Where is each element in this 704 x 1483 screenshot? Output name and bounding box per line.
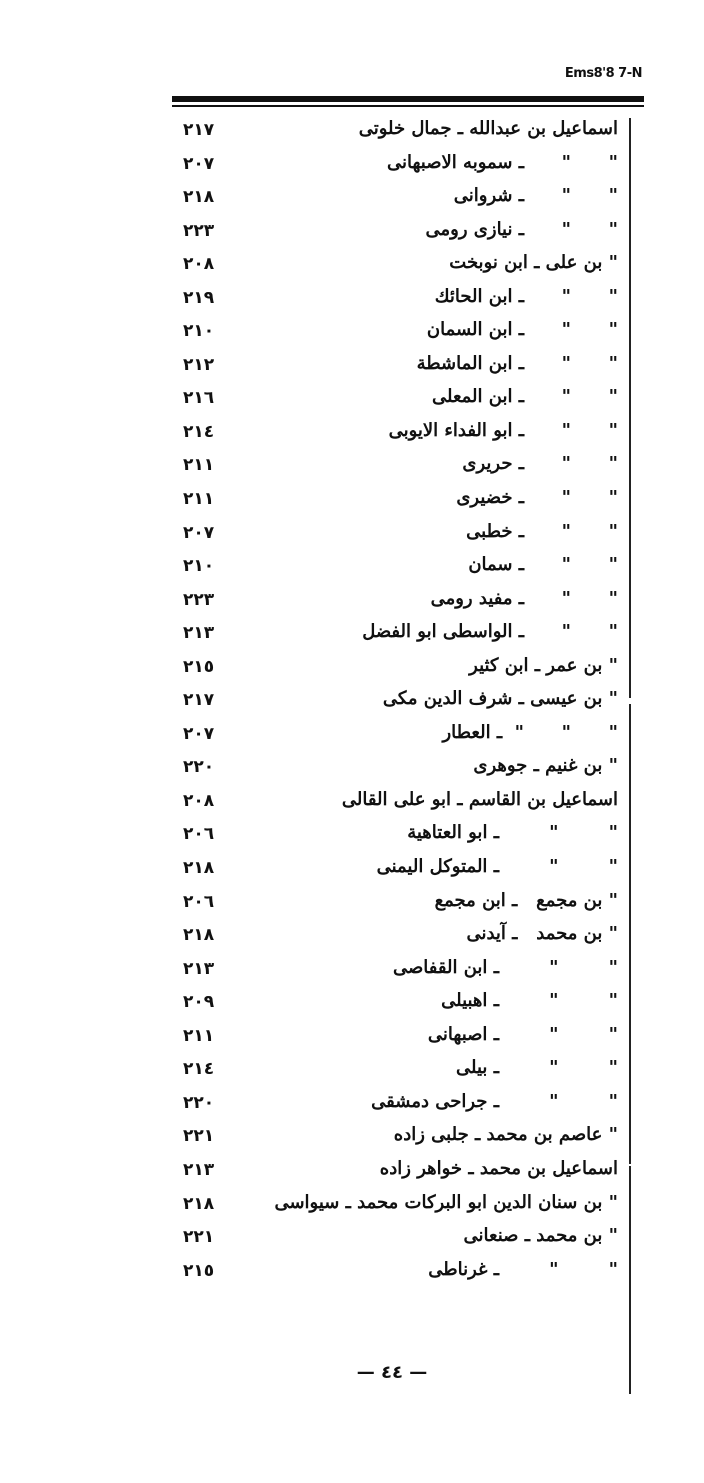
entry-name: " بن محمد ـ آيدنى — [466, 923, 618, 945]
entry-page-number: ٢٢٠ — [183, 1092, 215, 1113]
index-entry — [0, 1156, 704, 1190]
index-entry — [0, 418, 704, 452]
entry-name: " " ـ اصبهانى — [427, 1023, 618, 1045]
index-entry — [0, 653, 704, 687]
entry-page-number: ٢٢٠ — [183, 757, 215, 778]
index-entry — [0, 317, 704, 351]
index-entry — [0, 351, 704, 385]
entry-page-number: ٢١٨ — [183, 858, 215, 879]
entry-name: اسماعيل بن محمد ـ خواهر زاده — [379, 1157, 618, 1179]
entry-page-number: ٢١١ — [183, 455, 215, 476]
entry-name: " " ـ المتوكل اليمنى — [376, 856, 618, 878]
entry-name: " " ـ ابن المعلى — [431, 386, 618, 408]
page-number: — ٤٤ — — [356, 1362, 428, 1383]
index-entry — [0, 1089, 704, 1123]
header-rule-thin — [172, 105, 644, 107]
entry-name: " " ـ غرناطى — [428, 1258, 618, 1280]
entry-name: " " ـ ابن السمان — [426, 319, 618, 341]
entry-name: " " ـ شروانى — [453, 185, 618, 207]
index-entry — [0, 955, 704, 989]
index-entry — [0, 116, 704, 150]
index-entry — [0, 1190, 704, 1224]
entry-name: " " ـ ابن الماشطة — [416, 352, 618, 374]
index-entry — [0, 451, 704, 485]
entry-page-number: ٢٠٨ — [183, 790, 215, 811]
header-rule-thick — [172, 96, 644, 102]
entry-name: " عاصم بن محمد ـ جلبى زاده — [393, 1124, 618, 1146]
entry-page-number: ٢٠٧ — [183, 723, 215, 744]
index-entry — [0, 854, 704, 888]
entry-name: " " ـ الواسطى ابو الفضل — [362, 621, 618, 643]
entry-name: " " ـ خضيرى — [456, 487, 618, 509]
index-entry — [0, 250, 704, 284]
index-entry — [0, 519, 704, 553]
entry-name: " " ـ جراحى دمشقى — [371, 1090, 618, 1112]
entry-name: " " ـ اهبيلى — [441, 990, 618, 1012]
entry-page-number: ٢٠٧ — [183, 522, 215, 543]
entry-name: " بن عيسى ـ شرف الدين مكى — [382, 688, 618, 710]
entry-name: " " ـ ابو الفداء الايوبى — [388, 419, 618, 441]
index-entry — [0, 384, 704, 418]
index-entry — [0, 888, 704, 922]
index-entry — [0, 753, 704, 787]
entry-name: " بن عمر ـ ابن كثير — [469, 654, 618, 676]
entry-name: " " ـ نيازى رومى — [425, 218, 618, 240]
entry-page-number: ٢١٥ — [183, 1260, 215, 1281]
entry-page-number: ٢١١ — [183, 489, 215, 510]
entry-name: " بن على ـ ابن نوبخت — [449, 252, 618, 274]
entry-page-number: ٢٢١ — [183, 1227, 215, 1248]
entry-page-number: ٢٠٦ — [183, 891, 215, 912]
entry-page-number: ٢١٣ — [183, 1159, 215, 1180]
index-list — [0, 116, 704, 1290]
index-entry — [0, 988, 704, 1022]
index-entry — [0, 787, 704, 821]
index-entry — [0, 1257, 704, 1291]
entry-name: " " " ـ العطار — [442, 721, 618, 743]
index-entry — [0, 820, 704, 854]
entry-page-number: ٢٠٩ — [183, 992, 215, 1013]
index-entry — [0, 1122, 704, 1156]
entry-name: اسماعيل بن عبدالله ـ جمال خلوتى — [358, 118, 618, 139]
entry-page-number: ٢١٧ — [183, 690, 215, 711]
index-entry — [0, 921, 704, 955]
index-entry — [0, 150, 704, 184]
index-entry — [0, 552, 704, 586]
entry-name: " بن سنان الدين ابو البركات محمد ـ سيواسى — [274, 1191, 618, 1213]
entry-name: " " ـ ابن الحائك — [434, 285, 618, 307]
index-entry — [0, 485, 704, 519]
entry-name: " بن غنيم ـ جوهرى — [473, 755, 618, 777]
entry-name: " " ـ حريرى — [462, 453, 618, 475]
entry-page-number: ٢١٤ — [183, 1059, 215, 1080]
entry-page-number: ٢١٣ — [183, 958, 215, 979]
entry-page-number: ٢١٦ — [183, 388, 215, 409]
index-entry — [0, 686, 704, 720]
entry-page-number: ٢١٤ — [183, 421, 215, 442]
entry-page-number: ٢٢٣ — [183, 220, 215, 241]
entry-page-number: ٢١٩ — [183, 287, 215, 308]
index-entry — [0, 586, 704, 620]
index-entry — [0, 1055, 704, 1089]
entry-page-number: ٢١١ — [183, 1025, 215, 1046]
entry-page-number: ٢١٧ — [183, 120, 215, 140]
entry-page-number: ٢١٠ — [183, 556, 215, 577]
entry-page-number: ٢١٥ — [183, 656, 215, 677]
entry-page-number: ٢٠٦ — [183, 824, 215, 845]
entry-name: " بن مجمع ـ ابن مجمع — [434, 889, 618, 911]
header-code: Ems8'8 7-N — [564, 66, 642, 81]
entry-page-number: ٢١٨ — [183, 1193, 215, 1214]
entry-page-number: ٢٠٨ — [183, 254, 215, 275]
entry-name: اسماعيل بن القاسم ـ ابو على القالى — [341, 788, 618, 810]
entry-page-number: ٢١٨ — [183, 187, 215, 208]
index-entry — [0, 284, 704, 318]
entry-page-number: ٢٢٣ — [183, 589, 215, 610]
index-entry — [0, 720, 704, 754]
entry-page-number: ٢١٢ — [183, 354, 215, 375]
entry-name: " بن محمد ـ صنعانى — [463, 1225, 618, 1247]
entry-page-number: ٢٠٧ — [183, 153, 215, 174]
index-entry — [0, 619, 704, 653]
entry-page-number: ٢١٣ — [183, 623, 215, 644]
entry-page-number: ٢١٠ — [183, 321, 215, 342]
entry-page-number: ٢١٨ — [183, 925, 215, 946]
entry-name: " " ـ سمان — [468, 554, 618, 576]
entry-name: " " ـ بيلى — [456, 1057, 618, 1079]
entry-page-number: ٢٢١ — [183, 1126, 215, 1147]
index-entry — [0, 183, 704, 217]
index-entry — [0, 217, 704, 251]
entry-name: " " ـ مفيد رومى — [430, 587, 618, 609]
entry-name: " " ـ ابو العتاهية — [407, 822, 618, 844]
index-entry — [0, 1022, 704, 1056]
index-entry — [0, 1223, 704, 1257]
entry-name: " " ـ ابن القفاصى — [392, 956, 618, 978]
entry-name: " " ـ سموبه الاصبهانى — [387, 151, 618, 173]
entry-name: " " ـ خطبى — [466, 520, 618, 542]
